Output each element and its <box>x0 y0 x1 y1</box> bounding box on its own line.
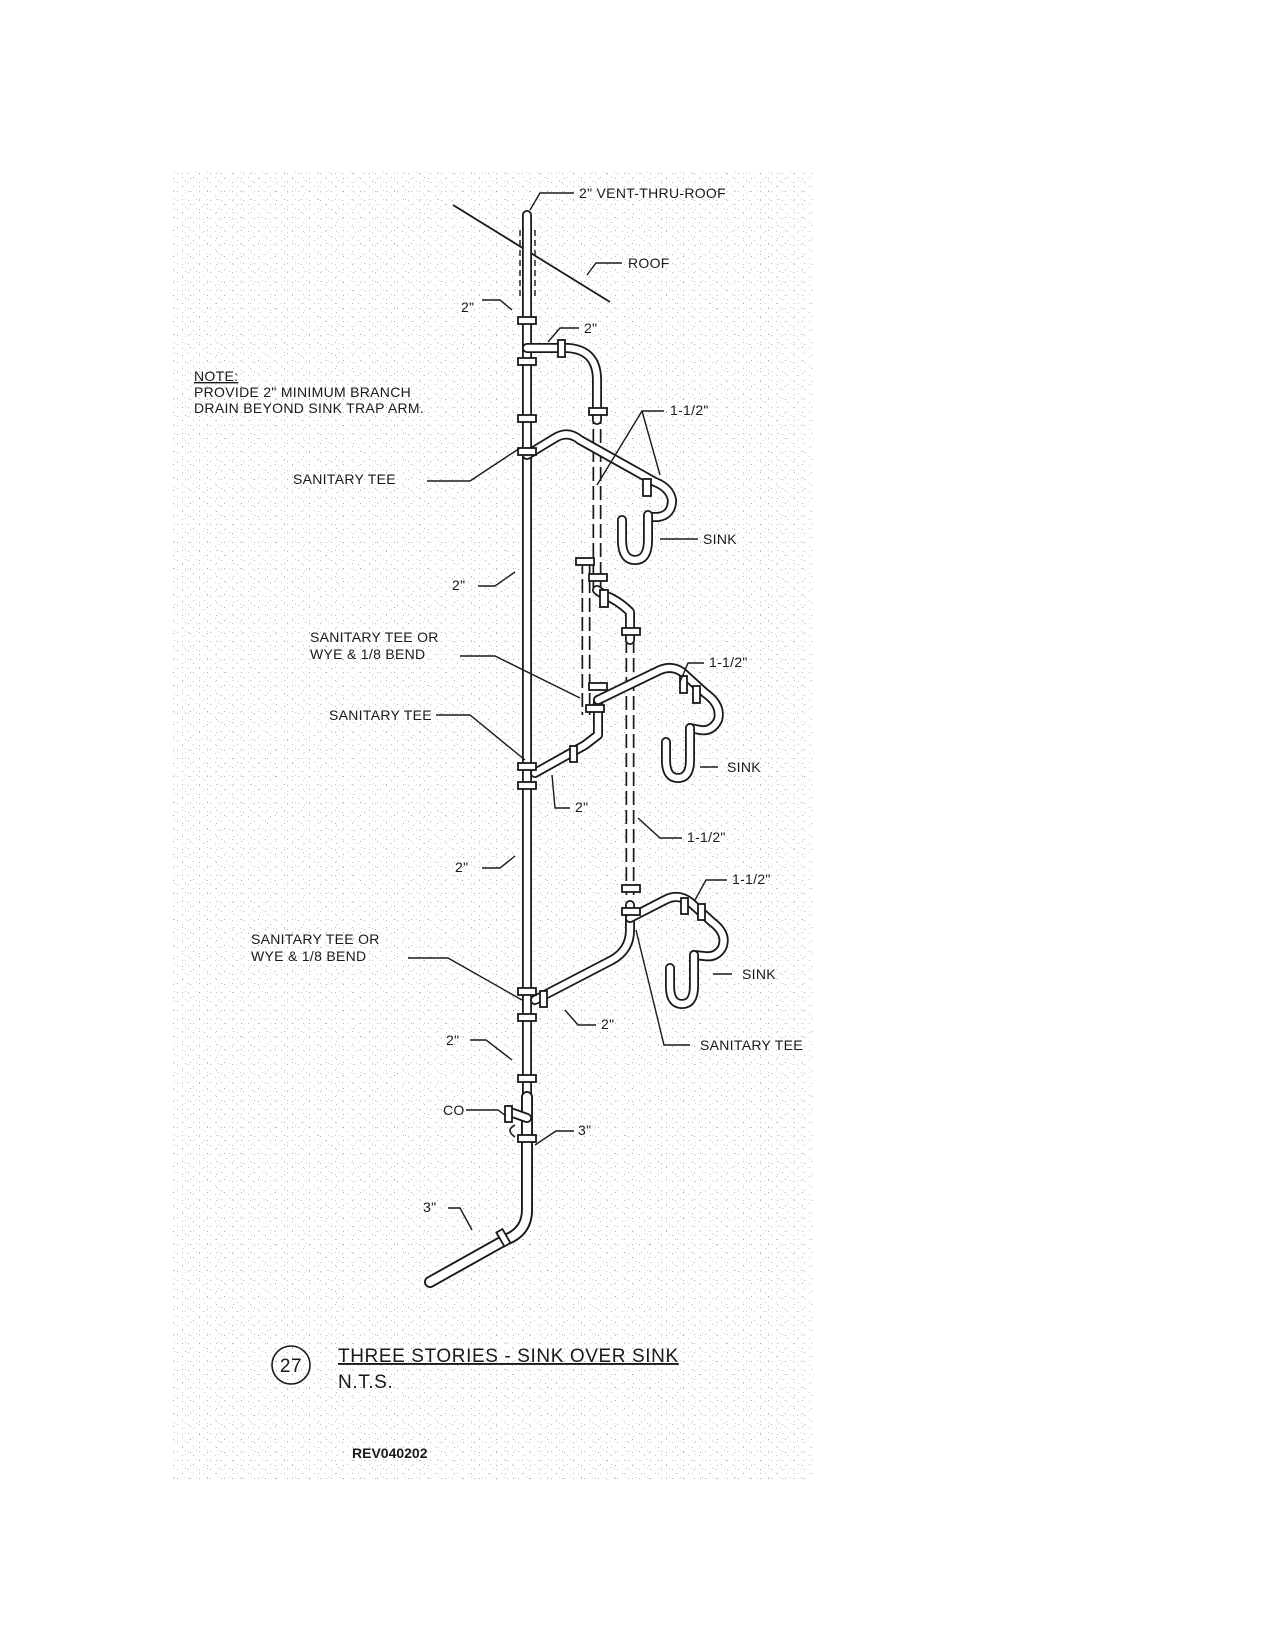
note-line-2: DRAIN BEYOND SINK TRAP ARM. <box>194 400 425 416</box>
label-vent-branch-2: 2" <box>584 320 598 336</box>
label-cleanout: CO <box>443 1102 465 1118</box>
label-san-tee-or-wye-mid-2: WYE & 1/8 BEND <box>310 646 426 662</box>
detail-scale: N.T.S. <box>338 1372 394 1393</box>
label-sink-top: SINK <box>703 531 737 547</box>
label-arm-1-1-2-bottom: 1-1/2" <box>732 871 771 887</box>
label-sanitary-tee-mid: SANITARY TEE <box>329 707 432 723</box>
label-san-tee-or-wye-low-2: WYE & 1/8 BEND <box>251 948 367 964</box>
label-drain-3-horizontal: 3" <box>423 1199 437 1215</box>
scan-texture-2 <box>172 170 812 1480</box>
detail-number: 27 <box>279 1356 303 1377</box>
label-san-tee-or-wye-mid-1: SANITARY TEE OR <box>310 629 439 645</box>
label-sanitary-tee-bottom: SANITARY TEE <box>700 1037 803 1053</box>
label-branch-2-mid: 2" <box>575 799 589 815</box>
note-line-1: PROVIDE 2" MINIMUM BRANCH <box>194 384 412 400</box>
label-stack-2-lower: 2" <box>455 859 469 875</box>
label-vent-1-1-2: 1-1/2" <box>687 829 726 845</box>
label-stack-2-upper: 2" <box>452 577 466 593</box>
label-stack-2-top: 2" <box>461 299 475 315</box>
label-roof: ROOF <box>628 255 670 271</box>
label-drain-3-vertical: 3" <box>578 1122 592 1138</box>
label-arm-1-1-2-top: 1-1/2" <box>670 402 709 418</box>
label-san-tee-or-wye-low-1: SANITARY TEE OR <box>251 931 380 947</box>
detail-title: THREE STORIES - SINK OVER SINK <box>338 1346 679 1367</box>
label-sanitary-tee-top: SANITARY TEE <box>293 471 396 487</box>
label-vent-thru-roof: 2" VENT-THRU-ROOF <box>579 185 726 201</box>
revision-code: REV040202 <box>352 1445 428 1461</box>
label-branch-2-low: 2" <box>601 1016 615 1032</box>
label-stack-2-base: 2" <box>446 1032 460 1048</box>
label-arm-1-1-2-mid: 1-1/2" <box>709 654 748 670</box>
label-sink-mid: SINK <box>727 759 761 775</box>
label-sink-bottom: SINK <box>742 966 776 982</box>
note-heading: NOTE: <box>194 368 239 384</box>
